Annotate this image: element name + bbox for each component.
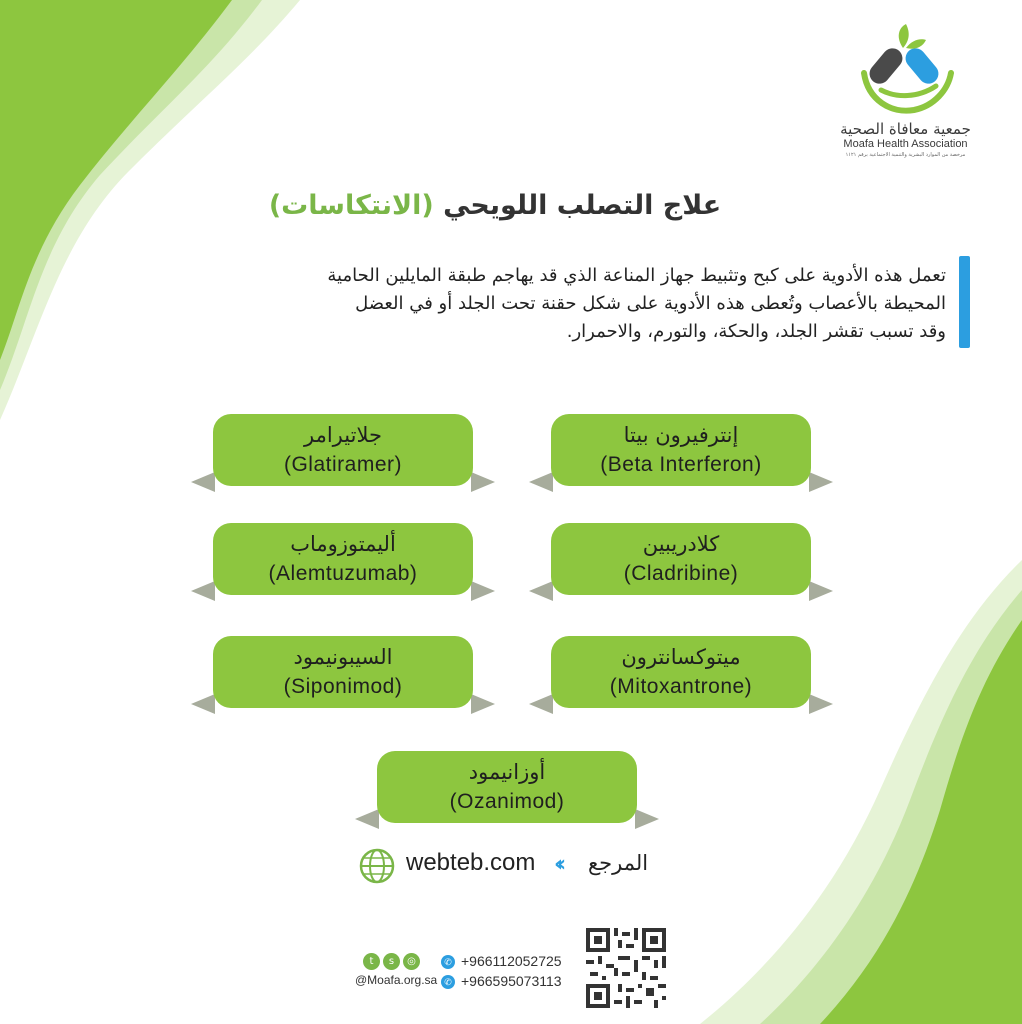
card-tip-left [529, 694, 553, 714]
association-logo [818, 18, 993, 170]
phone-number-1[interactable]: +966112052725 [461, 953, 562, 969]
drug-name-arabic: أوزانيمود [468, 760, 546, 784]
drug-card-siponimod [213, 636, 473, 708]
drug-card-mitoxantrone [551, 636, 811, 708]
drug-name-english: (Alemtuzumab) [268, 562, 418, 585]
drug-card-alemtuzumab [213, 523, 473, 595]
card-tip-right [471, 581, 495, 601]
logo-name-english: Moafa Health Association [843, 138, 968, 150]
chevron-left-icon: ‹‹ [554, 852, 561, 877]
phone-line-1 [441, 953, 562, 969]
intro-line-3: وقد تسبب تقشر الجلد، والحكة، والتورم، والاحمرار. [566, 321, 946, 342]
drug-name-english: (Ozanimod) [449, 790, 565, 813]
card-tip-left [529, 472, 553, 492]
card-tip-left [355, 809, 379, 829]
card-tip-right [809, 581, 833, 601]
drug-name-english: (Cladribine) [623, 562, 739, 585]
logo-name-arabic: جمعية معافاة الصحية [840, 120, 971, 138]
drug-name-arabic: السيبونيمود [293, 645, 393, 669]
drug-name-english: (Glatiramer) [283, 453, 402, 476]
reference-label: المرجع [588, 851, 649, 875]
reference-line [358, 843, 668, 887]
title-highlight: (الانتكاسات) [268, 190, 434, 221]
drug-name-english: (Beta Interferon) [600, 453, 762, 476]
page-title [200, 190, 790, 221]
twitter-icon[interactable]: t [363, 953, 380, 970]
drug-name-arabic: ميتوكسانترون [621, 645, 741, 669]
phone-icon: ✆ [441, 955, 455, 969]
intro-line-1: تعمل هذه الأدوية على كبح وتثبيط جهاز المناعة الذي قد يهاجم طبقة المايلين الحامية [327, 265, 946, 286]
drug-name-arabic: إنترفيرون بيتا [623, 423, 739, 447]
qr-code [586, 928, 666, 1008]
card-tip-left [529, 581, 553, 601]
globe-icon [358, 847, 396, 885]
card-tip-right [471, 694, 495, 714]
drug-card-cladribine [551, 523, 811, 595]
card-tip-left [191, 472, 215, 492]
drug-name-arabic: أليمتوزوماب [290, 532, 396, 556]
logo-license-text: مرخصة من الموارد البشرية والتنمية الاجتماعية برقم ١١٢١ [845, 152, 966, 158]
card-tip-left [191, 694, 215, 714]
phone-line-2 [441, 973, 562, 989]
intro-accent-bar [959, 256, 970, 348]
intro-line-2: المحيطة بالأعصاب وتُعطى هذه الأدوية على شكل حقنة تحت الجلد أو في العضل [355, 293, 946, 314]
social-handle[interactable]: @Moafa.org.sa [355, 973, 438, 987]
snapchat-icon[interactable]: s [383, 953, 400, 970]
drug-card-ozanimod [377, 751, 637, 823]
whatsapp-icon: ✆ [441, 975, 455, 989]
social-icons [355, 953, 425, 971]
drug-name-arabic: كلادريبين [642, 532, 720, 556]
phone-number-2[interactable]: +966595073113 [461, 973, 562, 989]
contact-info [355, 950, 585, 994]
card-tip-right [635, 809, 659, 829]
intro-paragraph [70, 262, 946, 346]
drug-name-english: (Mitoxantrone) [609, 675, 753, 698]
drug-name-english: (Siponimod) [283, 675, 403, 698]
drug-name-arabic: جلاتيرامر [304, 423, 382, 447]
title-main: علاج التصلب اللويحي [443, 190, 722, 221]
instagram-icon[interactable]: ◎ [403, 953, 420, 970]
logo-mark-icon [856, 18, 956, 118]
drug-card-beta-interferon [551, 414, 811, 486]
drug-card-glatiramer [213, 414, 473, 486]
card-tip-right [471, 472, 495, 492]
card-tip-left [191, 581, 215, 601]
reference-website-link[interactable]: webteb.com [406, 849, 536, 876]
card-tip-right [809, 694, 833, 714]
card-tip-right [809, 472, 833, 492]
